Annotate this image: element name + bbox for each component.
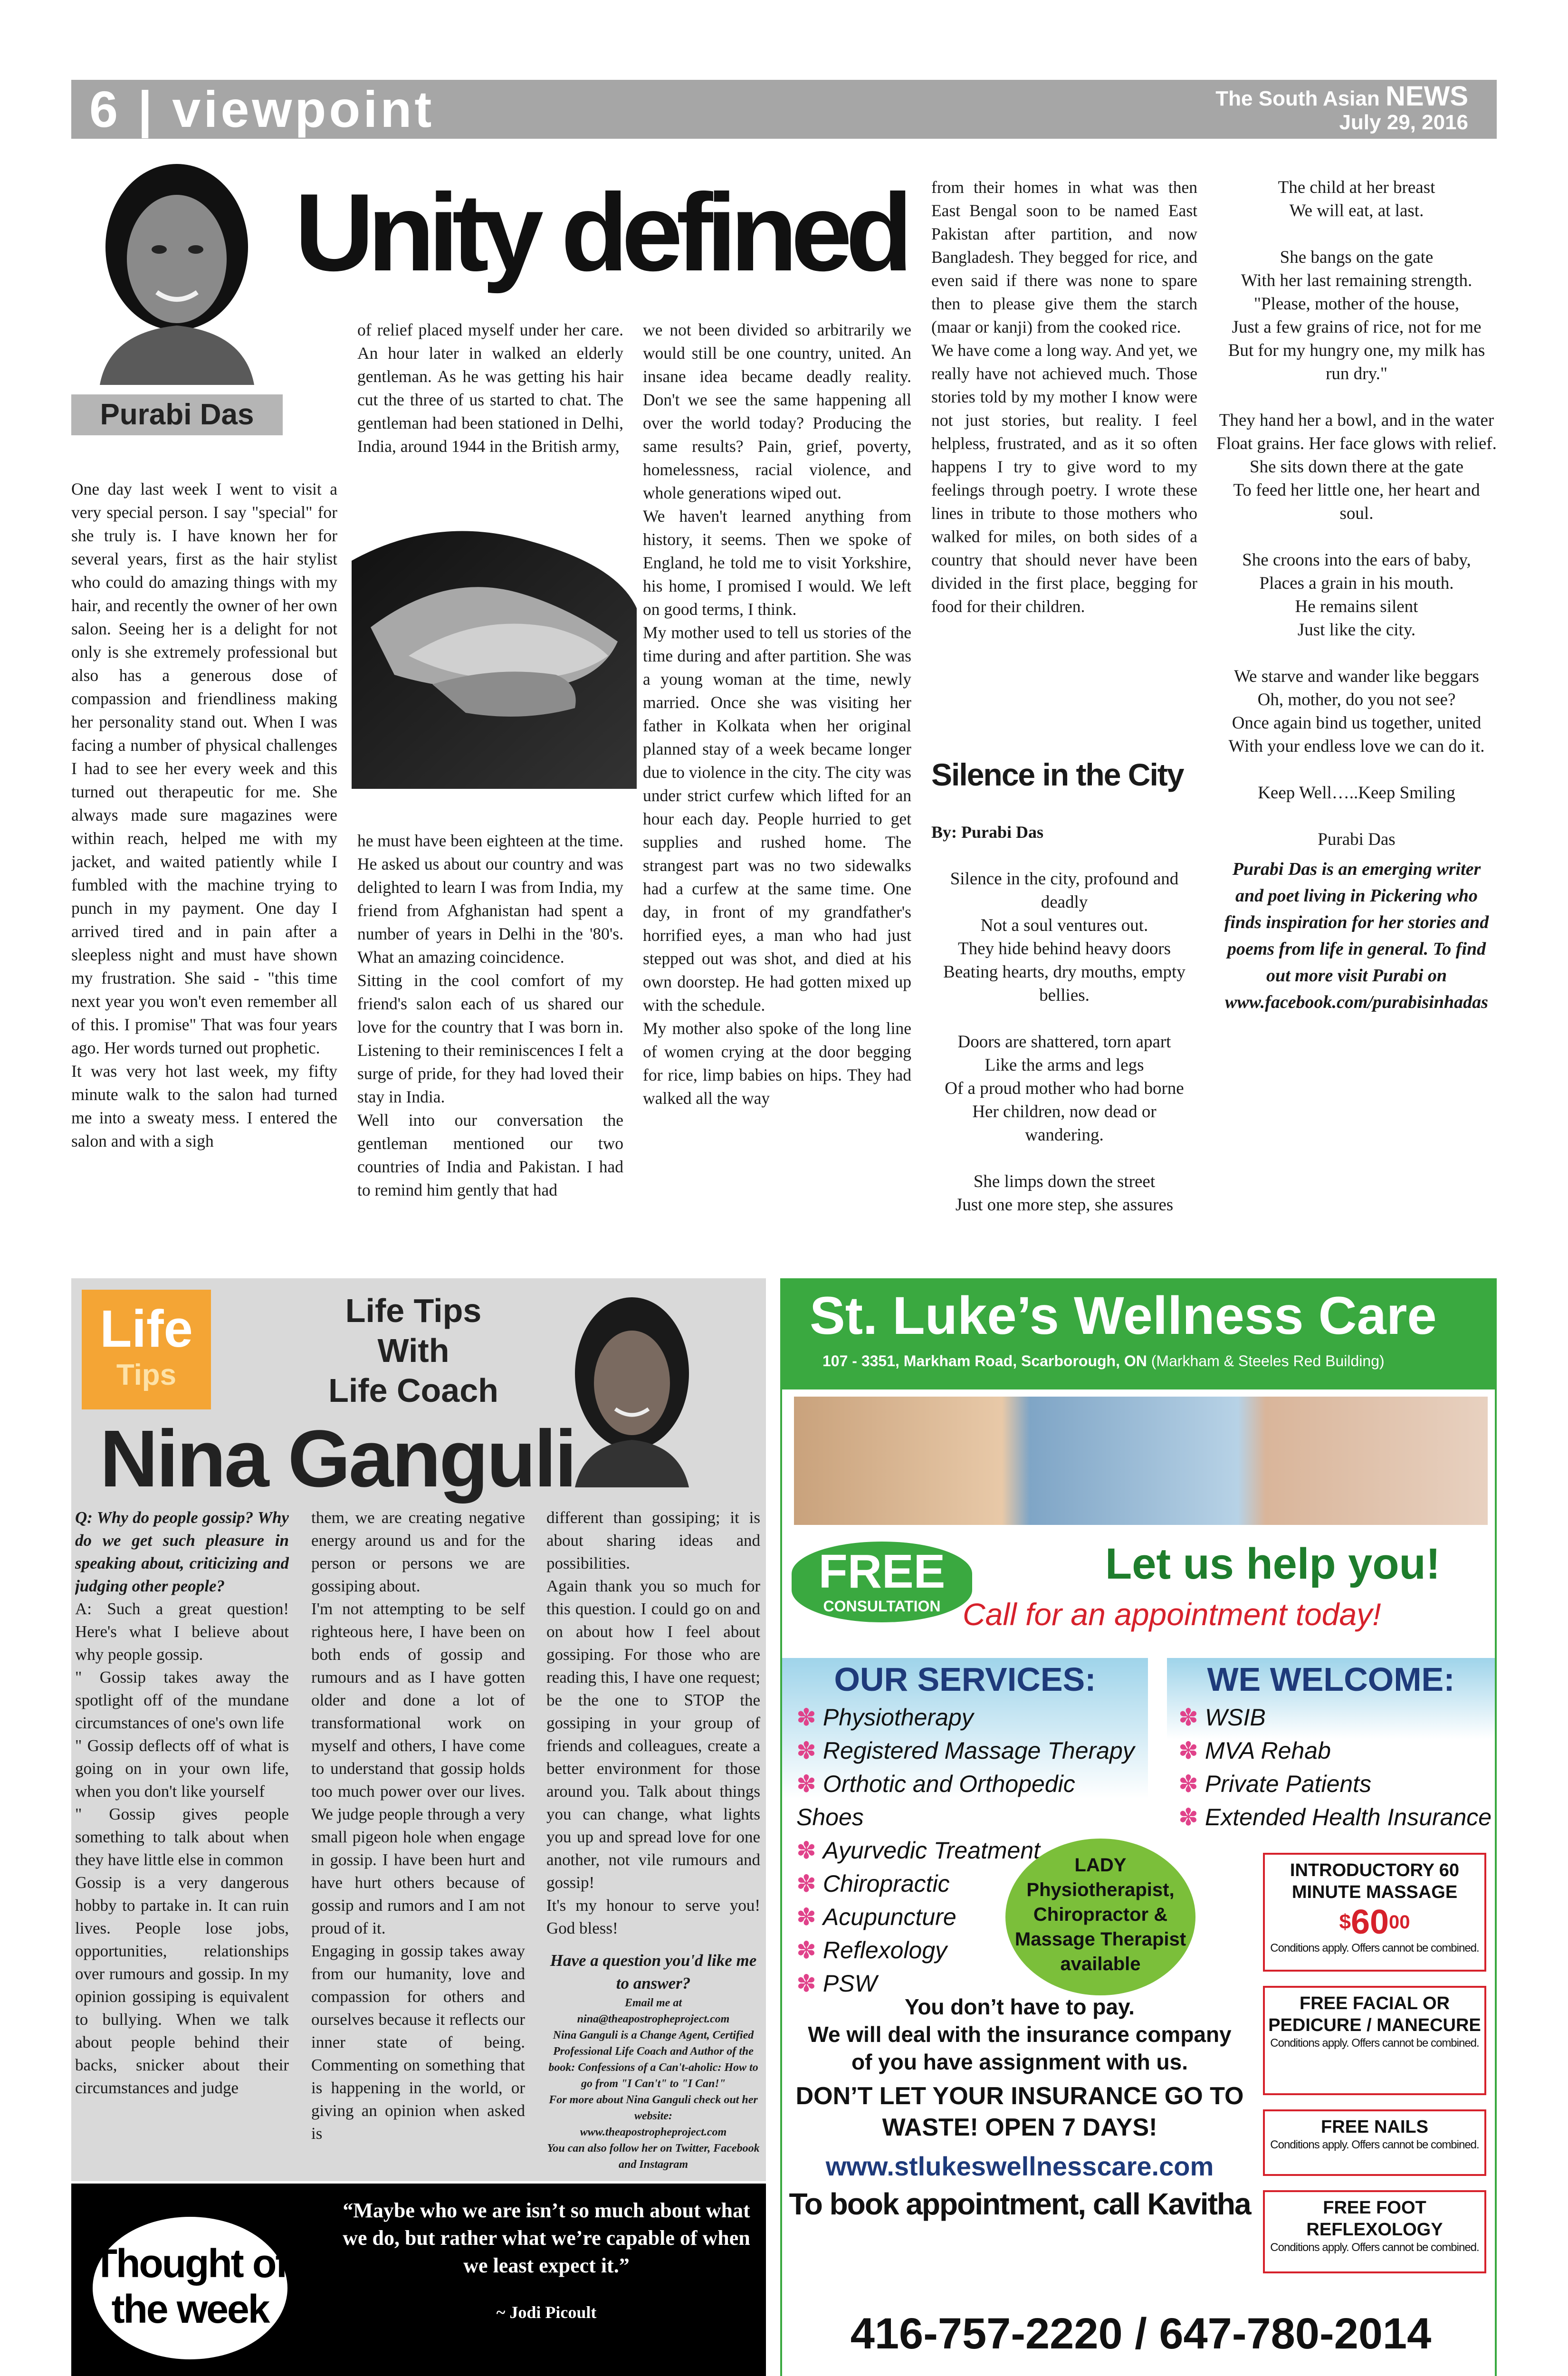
badge-line: the week (111, 2287, 269, 2331)
poem-column-1 (931, 867, 1197, 1257)
article-paragraph: Sitting in the cool comfort of my friend's salon each of us shared our love for the country that I was born in. Listening to their reminiscences I felt a surge of pride, for they had loved their stay in India. (357, 971, 623, 1106)
offer-conditions: Conditions apply. Offers cannot be combined. (1270, 2241, 1479, 2254)
article-paragraph: Well into our conversation the gentleman mentioned our two countries of India and Pakistan. I had to remind him gently that had (357, 1111, 623, 1199)
flower-icon: ✽ (1178, 1704, 1198, 1731)
ad-tagline: Let us help you! (1105, 1540, 1441, 1588)
offer-conditions: Conditions apply. Offers cannot be combined. (1270, 2138, 1479, 2151)
answer-paragraph: A: Such a great question! Here's what I believe about why people gossip. (75, 1600, 289, 1664)
poem-line: Like the arms and legs (985, 1055, 1144, 1075)
welcome-item: ✽ Private Patients (1178, 1771, 1372, 1797)
life-tips-column-3 (546, 1506, 760, 2176)
thought-of-the-week (71, 2184, 766, 2376)
badge-line: Chiropractor & (1033, 1904, 1168, 1925)
offer-nails (1263, 2109, 1486, 2176)
poem-line: She bangs on the gate (1280, 248, 1434, 267)
welcome-list (1167, 1701, 1495, 1834)
welcome-panel (1167, 1658, 1495, 1839)
flower-icon: ✽ (796, 1970, 816, 1997)
badge-line: available (1060, 1954, 1141, 1974)
offer-conditions: Conditions apply. Offers cannot be combined. (1270, 1942, 1479, 1954)
welcome-heading: WE WELCOME: (1207, 1661, 1455, 1698)
offer-title: FREE NAILS (1321, 2117, 1428, 2137)
offer-conditions: Conditions apply. Offers cannot be combined. (1270, 2037, 1479, 2050)
poem-line: To feed her little one, her heart and soul. (1233, 480, 1480, 523)
flower-icon: ✽ (796, 1870, 816, 1897)
free-label: FREE (818, 1545, 946, 1598)
email-link[interactable]: nina@theapostropheproject.com (577, 2013, 730, 2025)
life-tips-heading (290, 1291, 537, 1410)
offer-reflexology (1263, 2190, 1486, 2273)
flower-icon: ✽ (1178, 1804, 1198, 1830)
poem-line: We will eat, at last. (1289, 201, 1424, 220)
thought-badge (93, 2217, 287, 2359)
poem-line: He remains silent (1295, 597, 1418, 616)
badge-line: LADY (1074, 1855, 1127, 1876)
answer-paragraph: different than gossiping; it is about sharing ideas and possibilities. (546, 1508, 760, 1572)
poem-line: She croons into the ears of baby, (1242, 550, 1471, 570)
service-item: ✽ PSW (796, 1970, 877, 1997)
poem-line: They hide behind heavy doors (958, 939, 1171, 958)
poem-line: With her last remaining strength. (1241, 271, 1472, 290)
ad-line: You don’t have to pay. (905, 1994, 1135, 2019)
answer-bullet: " Gossip takes away the spotlight off of the mundane circumstances of one's own life (75, 1668, 289, 1732)
free-consultation-badge (792, 1542, 972, 1622)
poem-title: Silence in the City (931, 757, 1184, 792)
article-paragraph: of relief placed myself under her care. An hour later in walked an elderly gentleman. As he was getting his hair cut the three of us started to chat. The gentleman had been stationed in Delhi, India, around 1944 in the British army, (357, 320, 623, 456)
flower-icon: ✽ (1178, 1771, 1198, 1797)
poem-line: Silence in the city, profound and deadly (950, 869, 1179, 912)
flower-icon: ✽ (796, 1837, 816, 1864)
poem-closing: Keep Well…..Keep Smiling (1258, 783, 1455, 803)
heading-line: With (377, 1332, 449, 1369)
poem-line: Beating hearts, dry mouths, empty bellies. (943, 962, 1186, 1005)
offer-price: $^{\$}60^{00}$ (1339, 1903, 1410, 1941)
flower-icon: ✽ (796, 1704, 816, 1731)
poem-line: The child at her breast (1278, 178, 1435, 197)
flower-icon: ✽ (1178, 1737, 1198, 1764)
author-bio: Purabi Das is an emerging writer and poet living in Pickering who finds inspiration for her stories and poems from life in general. To find out more visit Purabi on www.facebook.com/purabisinhadas (1224, 859, 1489, 1012)
poem-line: She limps down the street (973, 1172, 1156, 1191)
author-name-plate: Purabi Das (71, 394, 283, 435)
heading-line: Life Coach (328, 1372, 498, 1409)
ad-title: St. Luke’s Wellness Care (810, 1286, 1437, 1345)
article-column-3 (643, 318, 911, 1257)
quote-text: “Maybe who we are isn’t so much about what we do, but rather what we’re capable of when we least expect it.” (343, 2199, 750, 2277)
flower-icon: ✽ (796, 1737, 816, 1764)
article-paragraph: My mother used to tell us stories of the time during and after partition. She was a young woman at the time, newly married. Once she was visiting her father in Kolkata when her original planned stay of a week became longer due to violence in the city. The city was under strict curfew which lifted for an hour each day. People hurried to get supplies and rushed home. The strangest part was no two sidewalks had a curfew at the same time. One day, in front of my grandfather's horrified eyes, a man who had just stepped out was shot, and died at his own doorstep. He had gotten mixed up with the schedule. (643, 623, 911, 1015)
poem-stanza (1216, 246, 1497, 385)
service-item: ✽ Orthotic and Orthopedic Shoes (796, 1771, 1075, 1830)
flower-icon: ✽ (796, 1904, 816, 1930)
ad-booking-line: To book appointment, call Kavitha (789, 2187, 1251, 2221)
poem-line: She sits down there at the gate (1249, 457, 1464, 477)
life-tips-badge (82, 1290, 211, 1409)
ad-line: We will deal with the insurance company (808, 2022, 1232, 2047)
issue-date: July 29, 2016 (1339, 111, 1468, 134)
offer-title: FREE FACIAL OR PEDICURE / MANECURE (1268, 1993, 1481, 2035)
article-paragraph: he must have been eighteen at the time. He asked us about our country and was delighted to learn I was from India, my friend from Afghanistan had spent a number of years in Delhi in the '80's. What an amazing coincidence. (357, 831, 623, 967)
poem-stanza (931, 1030, 1197, 1147)
life-tips-column-1 (75, 1506, 289, 2176)
ad-website-link[interactable]: www.stlukeswellnesscare.com (825, 2151, 1214, 2181)
ad-banner (782, 1280, 1495, 1389)
contact-line: Email me at (625, 1997, 682, 2009)
article-headline: Unity defined (295, 171, 907, 294)
ad-insurance-text (782, 1993, 1257, 2223)
contact-line: You can also follow her on Twitter, Facebook and Instagram (547, 2142, 760, 2171)
welcome-item: ✽ Extended Health Insurance (1178, 1804, 1492, 1830)
service-item: ✽ Chiropractic (796, 1870, 950, 1897)
service-item: ✽ Physiotherapy (796, 1704, 974, 1731)
poem-line: Just like the city. (1297, 620, 1416, 640)
poem-line: Doors are shattered, torn apart (957, 1032, 1171, 1052)
heading-line: Life Tips (345, 1292, 482, 1329)
offer-title: FREE FOOT REFLEXOLOGY (1306, 2198, 1443, 2240)
hands-photo (352, 485, 637, 789)
badge-line: Physiotherapist, (1026, 1879, 1175, 1900)
welcome-item: ✽ MVA Rehab (1178, 1737, 1331, 1764)
answer-bullet: " Gossip deflects off of what is going on in your own life, when you don't like yourself (75, 1736, 289, 1801)
flower-icon: ✽ (796, 1937, 816, 1964)
poem-stanza (931, 1170, 1197, 1217)
poem-line: But for my hungry one, my milk has run dry." (1228, 341, 1485, 383)
contact-line: Nina Ganguli is a Change Agent, Certified Professional Life Coach and Author of the book: Confessions of a Can't-aholic: How to go from "I Can't" to "I Can!" (548, 2029, 758, 2090)
poem-line: Just a few grains of rice, not for me (1232, 317, 1482, 337)
article-paragraph: It was very hot last week, my fifty minute walk to the salon had turned me into a sweaty mess. I entered the salon and with a sigh (71, 1062, 337, 1150)
article-column-4 (931, 176, 1197, 732)
answer-paragraph: them, we are creating negative energy around us and for the person or persons we are gossiping about. (311, 1508, 525, 1595)
poem-line: Places a grain in his mouth. (1259, 574, 1454, 593)
columnist-photo (556, 1288, 708, 1487)
answer-paragraph: Again thank you so much for this question. I could go on and on about how I feel about gossiping. For those who are reading this, I have one request; be the one to STOP the gossiping in your group of friends and colleagues, create a better environment for those around you. Talk about things you can change, what lights you up and spread love for one another, not vile rumours and gossip! (546, 1577, 760, 1892)
poem-line: They hand her a bowl, and in the water (1219, 411, 1494, 430)
article-paragraph: One day last week I went to visit a very special person. I say "special" for she truly is. I have known her for several years, first as the hair stylist who could do amazing things with my hair, and recently the owner of her own salon. Seeing her is a delight for not only is she extremely professional but also has a generous dose of compassion and friendliness making her personality stand out. When I was facing a number of physical challenges I had to see her every week and this turned out therapeutic for me. She always made sure magazines were within reach, helped me with my jacket, and waited patiently while I fumbled with the machine trying to punch in my payment. One day I arrived tired and in pain after a sleepless night and must have shown my frustration. She said - "this time next year you won't even remember all of this. I promise" That was four years ago. Her words turned out prophetic. (71, 479, 337, 1057)
contact-info (546, 1995, 760, 2173)
poem-stanza (1216, 665, 1497, 758)
address-note: (Markham & Steeles Red Building) (1151, 1352, 1385, 1370)
author-photo (71, 157, 283, 385)
reader-question: Q: Why do people gossip? Why do we get such pleasure in speaking about, criticizing and judging other people? (75, 1508, 289, 1595)
answer-paragraph: Gossip is a very dangerous hobby to partake in. It can ruin lives. People lose jobs, opportunities, relationships over rumours and gossip. In my opinion gossiping is equivalent to bullying. When we talk about people behind their backs, snicker about their circumstances and judge (75, 1873, 289, 2097)
article-paragraph: we not been divided so arbitrarily we would still be one country, united. An insane idea became deadly reality. Don't we see the same happening all over the world today? Producing the same results? Pain, grief, poverty, homelessness, racial violence, and whole generations wiped out. (643, 320, 911, 502)
offer-facial (1263, 1986, 1486, 2095)
poem-line: With your endless love we can do it. (1228, 737, 1485, 756)
poem-signature: Purabi Das (1318, 830, 1396, 849)
contact-line: For more about Nina Ganguli check out her website: (549, 2094, 758, 2122)
answer-paragraph: Engaging in gossip takes away from our humanity, love and compassion for others and ourselves because it reflects our inner state of being. Commenting on something that is happening in the world, or giving an opinion when asked is (311, 1942, 525, 2143)
answer-bullet: " Gossip gives people something to talk about when they have little else in common (75, 1805, 289, 1869)
article-column-2-bottom (357, 829, 623, 1257)
life-tips-column-2 (311, 1506, 525, 2176)
service-item: ✽ Ayurvedic Treatment (796, 1837, 1041, 1864)
poem-line: Just one more step, she assures (955, 1195, 1174, 1215)
ad-address (822, 1351, 1385, 1370)
offer-title: INTRODUCTORY 60 MINUTE MASSAGE (1290, 1860, 1460, 1902)
poem-column-2 (1216, 176, 1497, 1026)
page-section-label: 6 | viewpoint (89, 80, 435, 138)
offer-massage (1263, 1853, 1486, 1972)
article-paragraph: We have come a long way. And yet, we really have not achieved much. Those stories told by my mother I know were not just stories, but reality. I feel helpless, frustrated, and as it so often happens I try to give word to my feelings through poetry. I wrote these lines in tribute to those mothers who walked for miles, on both sides of a country that should never have been divided in the first place, begging for food for their children. (931, 341, 1197, 616)
poem-stanza (931, 867, 1197, 1007)
welcome-item: ✽ WSIB (1178, 1704, 1266, 1731)
consultation-label: CONSULTATION (823, 1598, 941, 1615)
poem-line: Once again bind us together, united (1232, 713, 1482, 733)
ad-line: of you have assignment with us. (851, 2050, 1188, 2074)
poem-line: Oh, mother, do you not see? (1257, 690, 1456, 709)
ad-phone-numbers[interactable]: 416-757-2220 / 647-780-2014 (850, 2309, 1432, 2358)
life-tips-section (71, 1278, 766, 2181)
columnist-name: Nina Ganguli (100, 1414, 575, 1504)
poem-line: Of a proud mother who had borne (945, 1079, 1184, 1098)
poem-line: Float grains. Her face glows with relief. (1216, 434, 1497, 453)
article-column-1 (71, 478, 337, 1257)
service-item: ✽ Registered Massage Therapy (796, 1737, 1135, 1764)
article-paragraph: My mother also spoke of the long line of women crying at the door begging for rice, limp babies on hips. They had walked all the way (643, 1019, 911, 1108)
service-item: ✽ Reflexology (796, 1937, 947, 1964)
poem-byline: By: Purabi Das (931, 823, 1044, 842)
poem-stanza (1216, 548, 1497, 642)
ad-line: DON’T LET YOUR INSURANCE GO TO WASTE! OPEN 7 DAYS! (795, 2082, 1244, 2141)
badge-big-text: Life (100, 1300, 193, 1358)
wellness-ad (780, 1278, 1497, 2376)
lady-staff-badge (1005, 1839, 1195, 1995)
address-line: 107 - 3351, Markham Road, Scarborough, ON (822, 1352, 1147, 1370)
badge-small-text: Tips (116, 1359, 177, 1391)
poem-line: "Please, mother of the house, (1253, 294, 1460, 314)
service-item: ✽ Acupuncture (796, 1904, 956, 1930)
ad-call-to-action: Call for an appointment today! (963, 1597, 1381, 1632)
article-paragraph: from their homes in what was then East Bengal soon to be named East Pakistan after partition, and now Bangladesh. They begged for rice, and even said if there was none to spare then to please give them the starch (maar or kanji) from the cooked rice. (931, 178, 1197, 336)
poem-stanza (1216, 176, 1497, 222)
answer-paragraph: It's my honour to serve you! God bless! (546, 1896, 760, 1937)
quote-author: ~ Jodi Picoult (496, 2303, 597, 2322)
poem-stanza (1216, 409, 1497, 525)
services-heading: OUR SERVICES: (834, 1661, 1096, 1698)
page-header (71, 80, 1497, 139)
website-link[interactable]: www.theapostropheproject.com (580, 2126, 727, 2138)
masthead (1215, 81, 1468, 134)
article-paragraph: We haven't learned anything from history, it seems. Then we spoke of England, he told me to visit Yorkshire, his home, I promised I would. We left on good terms, I think. (643, 507, 911, 619)
poem-line: Not a soul ventures out. (980, 916, 1148, 935)
answer-paragraph: I'm not attempting to be self righteous here, I have been on both ends of gossip and rumours and as I have gotten older and done a lot of transformational work on myself and others, I have come to understand that gossip holds too much power over our lives. We judge people through a very small pigeon hole when engage in gossip. I have been hurt and have hurt others because of gossip and rumors and I am not proud of it. (311, 1600, 525, 1937)
badge-line: Massage Therapist (1014, 1929, 1186, 1950)
poem-line: Her children, now dead or wandering. (972, 1102, 1157, 1145)
poem-line: We starve and wander like beggars (1234, 667, 1479, 686)
badge-line: Thought of (93, 2241, 287, 2286)
therapy-photos (794, 1397, 1488, 1525)
flower-icon: ✽ (796, 1771, 816, 1797)
publication-news: NEWS (1386, 81, 1468, 112)
contact-prompt: Have a question you'd like me to answer? (550, 1951, 757, 1993)
publication-name: The South Asian (1215, 87, 1380, 110)
article-column-2-top (357, 318, 623, 485)
